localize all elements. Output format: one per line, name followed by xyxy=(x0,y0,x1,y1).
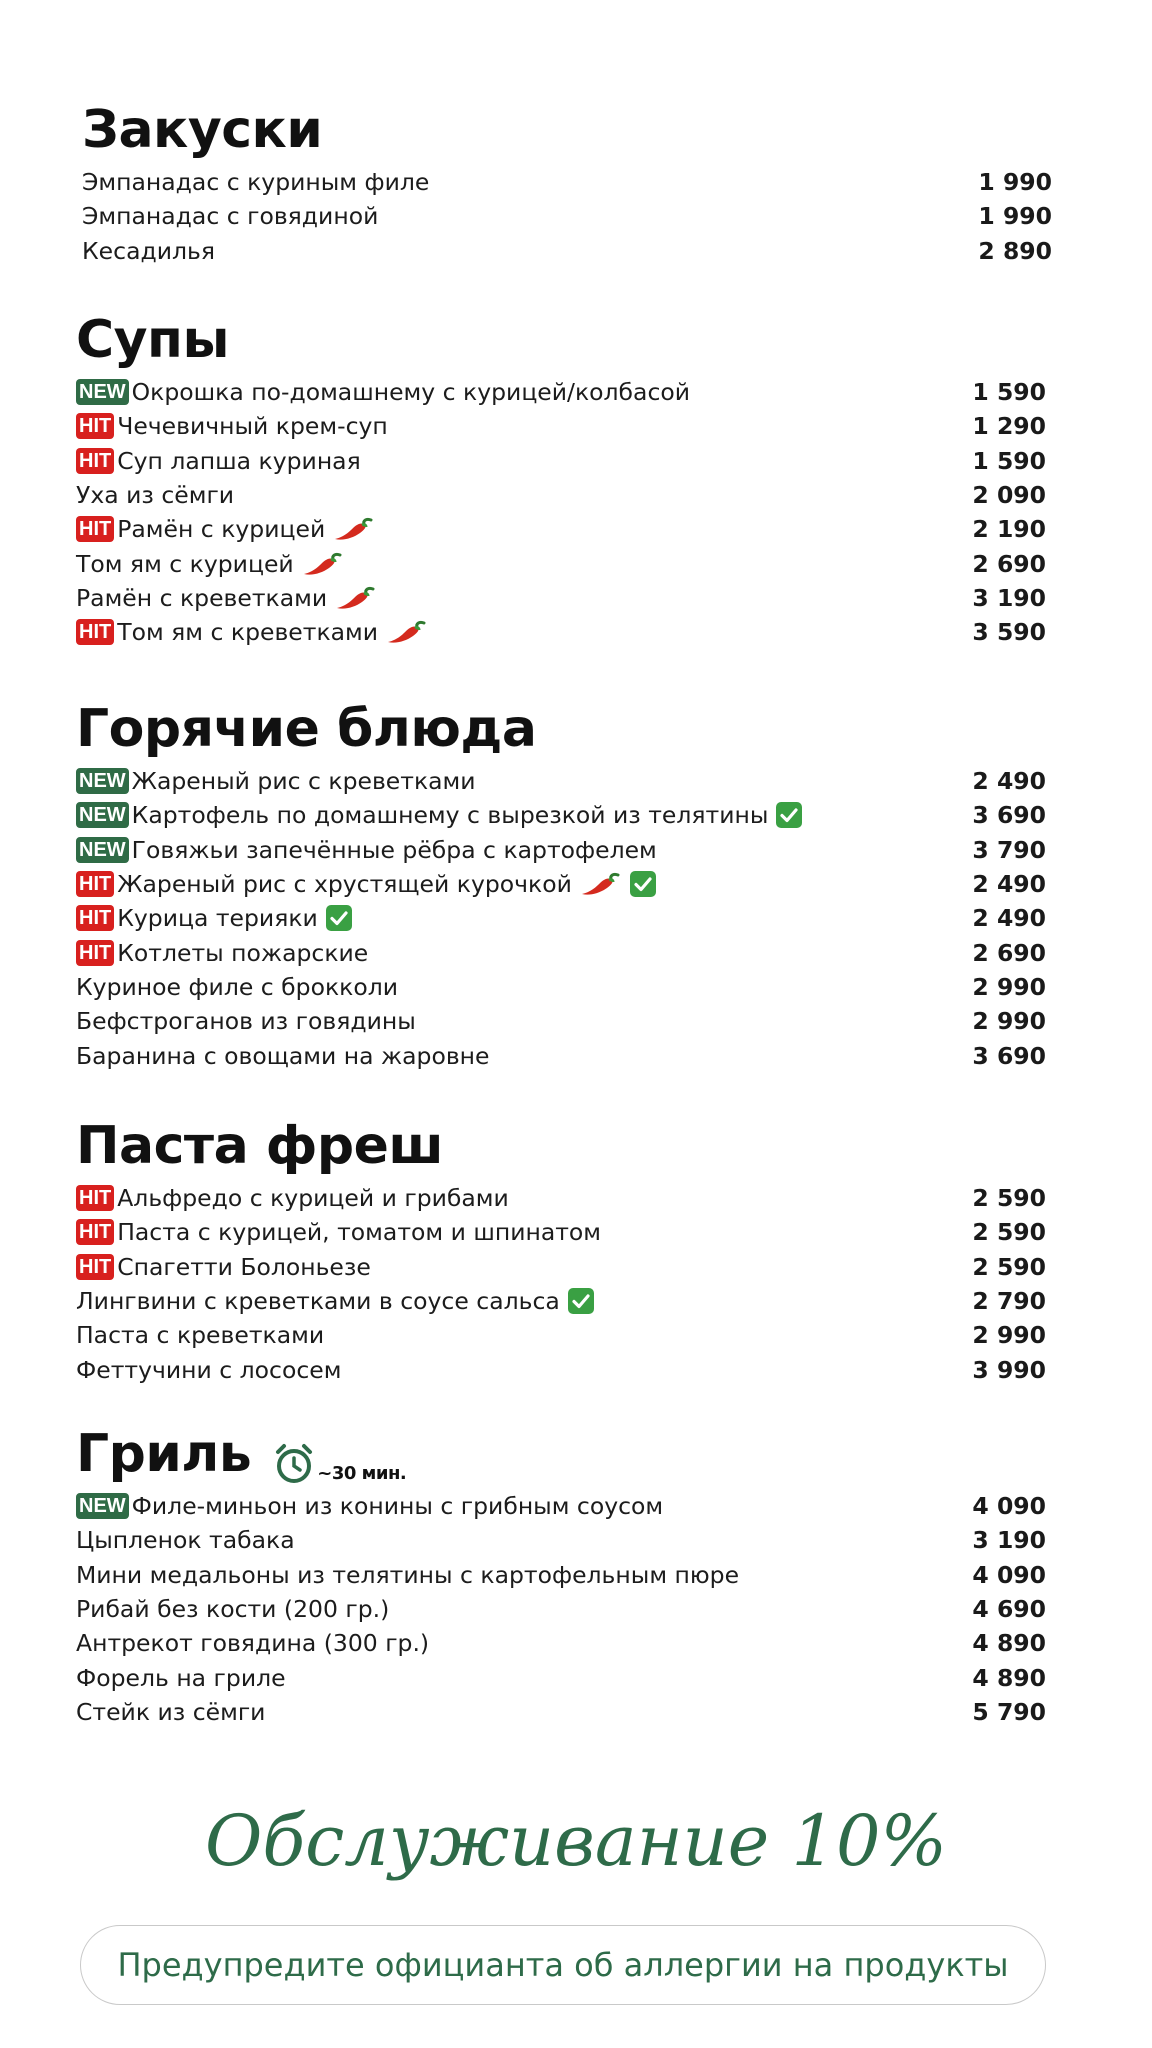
menu-item-name: Лингвини с креветками в соусе сальса xyxy=(76,1287,560,1316)
menu-item-row xyxy=(76,1250,1046,1284)
alarm-clock-icon xyxy=(273,1443,315,1485)
menu-item-left xyxy=(76,515,375,543)
menu-item-name: Паста с креветками xyxy=(76,1321,325,1350)
menu-item-left xyxy=(76,412,388,440)
menu-item-row xyxy=(82,234,1052,268)
menu-item-name: Курица терияки xyxy=(117,904,318,933)
menu-item-price: 2 990 xyxy=(972,1007,1046,1036)
menu-item-left xyxy=(82,202,378,230)
new-badge: NEW xyxy=(76,379,129,405)
menu-item-row xyxy=(76,1592,1046,1626)
menu-item-price: 2 490 xyxy=(972,870,1046,899)
menu-item-row xyxy=(76,764,1046,798)
menu-item-row xyxy=(76,1318,1046,1352)
green-check-icon xyxy=(568,1288,594,1314)
menu-item-name: Альфредо с курицей и грибами xyxy=(117,1184,509,1213)
section-snacks xyxy=(82,95,1052,268)
menu-item-row xyxy=(76,901,1046,935)
menu-item-price: 5 790 xyxy=(972,1697,1046,1726)
menu-item-left xyxy=(76,1321,324,1349)
menu-item-row xyxy=(76,1626,1046,1660)
menu-item-name: Цыпленок табака xyxy=(76,1526,295,1555)
menu-items xyxy=(82,165,1052,268)
green-check-icon xyxy=(630,871,656,897)
grill-time-note: ~30 мин. xyxy=(317,1463,407,1484)
menu-item-price: 2 090 xyxy=(972,481,1046,510)
menu-item-left xyxy=(76,1287,594,1315)
allergy-warning xyxy=(80,1925,1046,2005)
menu-item-price: 3 990 xyxy=(972,1355,1046,1384)
hit-badge: HIT xyxy=(76,905,114,931)
menu-item-left xyxy=(76,447,361,475)
menu-item-row xyxy=(76,581,1046,615)
menu-item-row xyxy=(76,1215,1046,1249)
menu-item-name: Мини медальоны из телятины с картофельным пюре xyxy=(76,1560,740,1589)
menu-item-left xyxy=(76,870,656,898)
menu-item-row xyxy=(76,1523,1046,1557)
chili-pepper-icon xyxy=(333,516,375,542)
menu-item-name: Рамён с курицей xyxy=(117,515,326,544)
hit-badge: HIT xyxy=(76,516,114,542)
section-title-row xyxy=(76,1419,1046,1489)
menu-item-left xyxy=(76,550,344,578)
menu-item-name: Котлеты пожарские xyxy=(117,938,369,967)
menu-item-left xyxy=(76,1698,265,1726)
menu-item-price: 2 590 xyxy=(972,1184,1046,1213)
menu-item-row xyxy=(82,199,1052,233)
menu-item-name: Куриное филе с брокколи xyxy=(76,972,399,1001)
menu-item-left xyxy=(76,1218,601,1246)
menu-item-left xyxy=(76,904,352,932)
hit-badge: HIT xyxy=(76,1185,114,1211)
menu-item-row xyxy=(76,409,1046,443)
section-pasta xyxy=(76,1111,1046,1387)
menu-item-row xyxy=(76,1352,1046,1386)
hit-badge: HIT xyxy=(76,871,114,897)
menu-item-row xyxy=(76,1695,1046,1729)
menu-item-left xyxy=(76,584,377,612)
menu-item-left xyxy=(76,1526,295,1554)
menu-item-left xyxy=(76,1253,371,1281)
menu-item-left xyxy=(76,1042,490,1070)
menu-item-row xyxy=(76,1489,1046,1523)
menu-item-price: 1 290 xyxy=(972,412,1046,441)
menu-item-left xyxy=(76,801,802,829)
section-title: Супы xyxy=(76,310,230,370)
menu-item-left xyxy=(76,1561,739,1589)
menu-item-name: Жареный рис с хрустящей курочкой xyxy=(117,870,572,899)
menu-item-price: 2 690 xyxy=(972,938,1046,967)
menu-item-left xyxy=(82,237,215,265)
menu-item-left xyxy=(76,973,398,1001)
menu-item-price: 1 990 xyxy=(978,202,1052,231)
menu-item-left xyxy=(76,1664,286,1692)
menu-items xyxy=(76,375,1046,649)
hit-badge: HIT xyxy=(76,413,114,439)
menu-item-price: 2 590 xyxy=(972,1218,1046,1247)
menu-item-price: 4 890 xyxy=(972,1663,1046,1692)
allergy-warning-text: Предупредите официанта об аллергии на продукты xyxy=(117,1946,1009,1984)
menu-item-price: 1 990 xyxy=(978,168,1052,197)
menu-item-row xyxy=(76,970,1046,1004)
menu-item-row xyxy=(76,1038,1046,1072)
menu-item-row xyxy=(76,546,1046,580)
menu-item-price: 3 190 xyxy=(972,1526,1046,1555)
menu-item-name: Форель на гриле xyxy=(76,1663,286,1692)
menu-item-row xyxy=(76,935,1046,969)
menu-item-left xyxy=(76,1184,509,1212)
menu-item-name: Рибай без кости (200 гр.) xyxy=(76,1595,390,1624)
hit-badge: HIT xyxy=(76,619,114,645)
menu-item-name: Том ям с креветками xyxy=(117,618,379,647)
menu-item-price: 3 190 xyxy=(972,583,1046,612)
menu-item-price: 2 790 xyxy=(972,1287,1046,1316)
menu-item-left xyxy=(76,378,690,406)
section-title: Паста фреш xyxy=(76,1116,444,1176)
menu-item-name: Чечевичный крем-суп xyxy=(117,412,388,441)
menu-item-row xyxy=(76,615,1046,649)
menu-item-price: 4 890 xyxy=(972,1629,1046,1658)
section-title: Гриль xyxy=(76,1424,252,1484)
section-title: Закуски xyxy=(82,100,323,160)
menu-item-left xyxy=(76,481,234,509)
chili-pepper-icon xyxy=(580,871,622,897)
menu-item-price: 2 690 xyxy=(972,549,1046,578)
menu-item-row xyxy=(76,833,1046,867)
menu-item-row xyxy=(76,798,1046,832)
hit-badge: HIT xyxy=(76,1219,114,1245)
menu-item-price: 3 690 xyxy=(972,801,1046,830)
hit-badge: HIT xyxy=(76,1254,114,1280)
menu-item-row xyxy=(76,867,1046,901)
menu-items xyxy=(76,1489,1046,1729)
menu-item-name: Антрекот говядина (300 гр.) xyxy=(76,1629,430,1658)
section-grill xyxy=(76,1419,1046,1729)
menu-item-price: 2 490 xyxy=(972,904,1046,933)
menu-item-name: Окрошка по-домашнему с курицей/колбасой xyxy=(131,378,691,407)
menu-item-price: 2 490 xyxy=(972,767,1046,796)
green-check-icon xyxy=(776,802,802,828)
menu-item-left xyxy=(76,1007,416,1035)
menu-item-row xyxy=(76,1284,1046,1318)
menu-item-name: Стейк из сёмги xyxy=(76,1697,266,1726)
menu-item-name: Жареный рис с креветками xyxy=(131,767,476,796)
menu-item-left xyxy=(76,618,428,646)
menu-item-row xyxy=(82,165,1052,199)
hit-badge: HIT xyxy=(76,448,114,474)
menu-item-row xyxy=(76,478,1046,512)
menu-item-row xyxy=(76,1181,1046,1215)
new-badge: NEW xyxy=(76,1493,129,1519)
chili-pepper-icon xyxy=(302,551,344,577)
menu-item-left xyxy=(76,1629,429,1657)
menu-item-left xyxy=(76,939,368,967)
menu-item-price: 1 590 xyxy=(972,378,1046,407)
menu-item-price: 2 590 xyxy=(972,1252,1046,1281)
menu-item-left xyxy=(76,1492,663,1520)
menu-item-price: 3 590 xyxy=(972,618,1046,647)
menu-item-name: Паста с курицей, томатом и шпинатом xyxy=(117,1218,602,1247)
new-badge: NEW xyxy=(76,802,129,828)
menu-item-left xyxy=(76,836,657,864)
section-soups xyxy=(76,305,1046,649)
menu-item-row xyxy=(76,512,1046,546)
menu-item-price: 2 990 xyxy=(972,1321,1046,1350)
menu-item-price: 2 990 xyxy=(972,972,1046,1001)
menu-item-price: 2 890 xyxy=(978,236,1052,265)
menu-item-name: Эмпанадас с говядиной xyxy=(82,202,379,231)
menu-item-left xyxy=(82,168,429,196)
menu-item-price: 4 690 xyxy=(972,1595,1046,1624)
menu-item-name: Феттучини с лососем xyxy=(76,1355,342,1384)
menu-items xyxy=(76,1181,1046,1387)
menu-item-name: Том ям с курицей xyxy=(76,549,294,578)
menu-item-left xyxy=(76,1356,341,1384)
menu-item-price: 4 090 xyxy=(972,1560,1046,1589)
menu-item-name: Кесадилья xyxy=(82,236,215,265)
menu-item-row xyxy=(76,1558,1046,1592)
menu-item-price: 3 790 xyxy=(972,835,1046,864)
menu-item-price: 3 690 xyxy=(972,1041,1046,1070)
menu-item-name: Бефстроганов из говядины xyxy=(76,1007,416,1036)
menu-item-name: Уха из сёмги xyxy=(76,481,235,510)
menu-item-name: Спагетти Болоньезе xyxy=(117,1252,371,1281)
menu-item-name: Филе-миньон из конины с грибным соусом xyxy=(131,1492,664,1521)
hit-badge: HIT xyxy=(76,940,114,966)
menu-item-name: Суп лапша куриная xyxy=(117,446,361,475)
menu-item-name: Рамён с креветками xyxy=(76,583,328,612)
menu-item-name: Эмпанадас с куриным филе xyxy=(82,168,430,197)
menu-item-row xyxy=(76,1004,1046,1038)
menu-item-row xyxy=(76,375,1046,409)
menu-item-row xyxy=(76,444,1046,478)
chili-pepper-icon xyxy=(335,585,377,611)
menu-item-left xyxy=(76,767,476,795)
new-badge: NEW xyxy=(76,837,129,863)
menu-item-left xyxy=(76,1595,389,1623)
menu-item-name: Картофель по домашнему с вырезкой из телятины xyxy=(131,801,769,830)
chili-pepper-icon xyxy=(386,619,428,645)
menu-item-price: 2 190 xyxy=(972,515,1046,544)
menu-item-price: 4 090 xyxy=(972,1492,1046,1521)
menu-item-row xyxy=(76,1660,1046,1694)
menu-item-price: 1 590 xyxy=(972,446,1046,475)
menu-items xyxy=(76,764,1046,1073)
section-hot-dishes xyxy=(76,694,1046,1073)
new-badge: NEW xyxy=(76,768,129,794)
section-title: Горячие блюда xyxy=(76,699,537,759)
service-charge-text: Обслуживание 10% xyxy=(204,1800,948,1882)
menu-item-name: Говяжьи запечённые рёбра с картофелем xyxy=(131,835,657,864)
green-check-icon xyxy=(326,905,352,931)
menu-item-name: Баранина с овощами на жаровне xyxy=(76,1041,490,1070)
